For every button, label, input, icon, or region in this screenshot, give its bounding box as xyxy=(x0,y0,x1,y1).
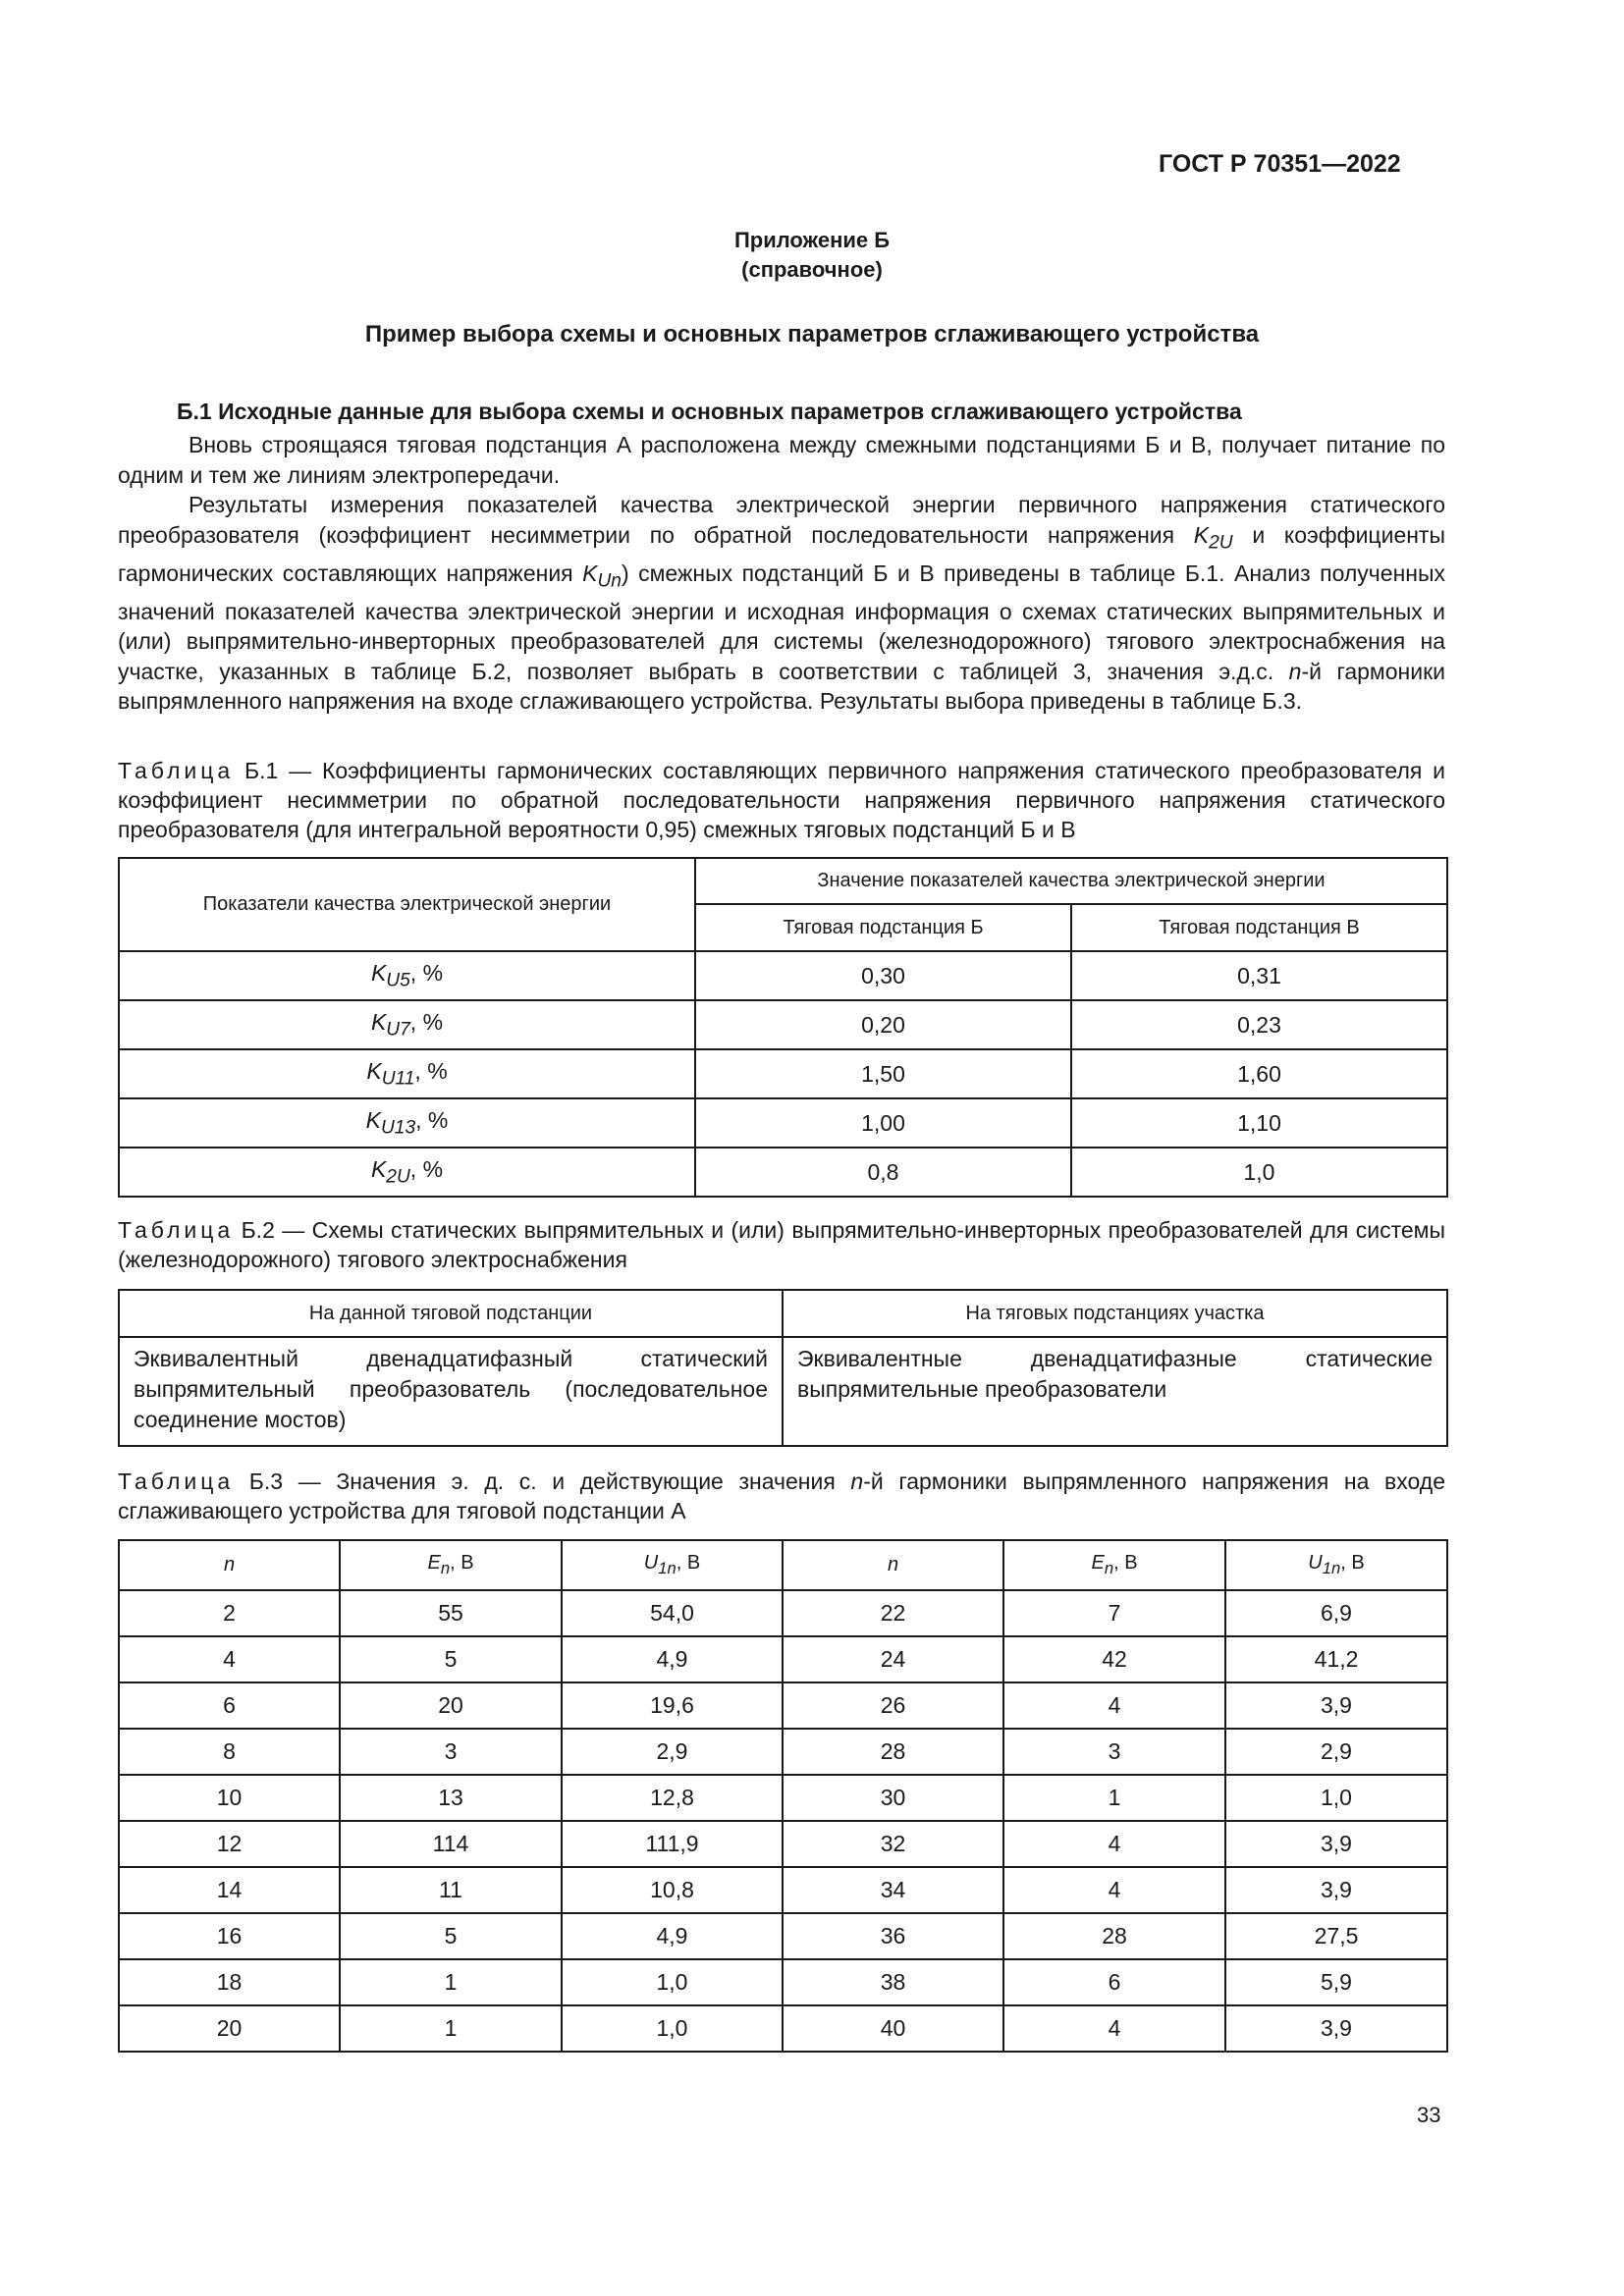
table-row xyxy=(119,1590,1447,1636)
value-cell: 0,31 xyxy=(1071,951,1447,1000)
cell: 8 xyxy=(119,1729,340,1775)
table2-header-this: На данной тяговой подстанции xyxy=(119,1290,783,1337)
table2-header-section: На тяговых подстанциях участка xyxy=(783,1290,1447,1337)
paragraph-1: Вновь строящаяся тяговая подстанция А расположена между смежными подстанциями Б и В, получает питание по одним и тем же линиям электропередачи. xyxy=(118,432,1445,488)
table-row xyxy=(119,1636,1447,1682)
cell: 5 xyxy=(340,1913,562,1959)
table1-header-v: Тяговая подстанция В xyxy=(1071,904,1447,951)
table-row xyxy=(119,1959,1447,2005)
cell: 4 xyxy=(119,1636,340,1682)
cell: 14 xyxy=(119,1867,340,1913)
table1-header-group: Значение показателей качества электрической энергии xyxy=(695,858,1447,904)
document-id: ГОСТ Р 70351—2022 xyxy=(1159,150,1401,178)
value-cell: 1,50 xyxy=(695,1049,1071,1098)
table-row xyxy=(119,1913,1447,1959)
cell: 4 xyxy=(1003,1821,1225,1867)
table-row xyxy=(119,1821,1447,1867)
cell: 5 xyxy=(340,1636,562,1682)
appendix-kind: (справочное) xyxy=(741,257,883,282)
cell: 13 xyxy=(340,1775,562,1821)
indicator-cell: $K_{U5}$, % xyxy=(119,951,695,1000)
cell: 11 xyxy=(340,1867,562,1913)
table3-header-u: $U_{1n}$, В xyxy=(1225,1540,1447,1590)
cell: 4 xyxy=(1003,1682,1225,1729)
cell: 114 xyxy=(340,1821,562,1867)
cell: 2 xyxy=(119,1590,340,1636)
table2-cell-section: Эквивалентные двенадцатифазные статические выпрямительные преобразователи xyxy=(783,1337,1447,1446)
cell: 2,9 xyxy=(562,1729,783,1775)
cell: 3,9 xyxy=(1225,1821,1447,1867)
page-number: 33 xyxy=(1417,2103,1441,2127)
paragraph-2: Результаты измерения показателей качества электрической энергии первичного напряжения статического преобразователя (коэффициент несимметрии по обратной последовательности напряжения $K_{2U}$ и коэффициенты гармонических составляющих напряжения $K_{Un}$) смежных подстанций Б и В приведены в таблице Б.1. Анализ полученных значений показателей качества электрической энергии и исходная информация о схемах статических выпрямительных и (или) выпрямительно-инверторных преобразователей для системы (железнодорожного) тягового электроснабжения на участке, указанных в таблице Б.2, позволяет выбрать в соответствии с таблицей 3, значения э.д.с. n-й гармоники выпрямленного напряжения на входе сглаживающего устройства. Результаты выбора приведены в таблице Б.3. xyxy=(118,492,1446,715)
main-title: Пример выбора схемы и основных параметров сглаживающего устройства xyxy=(364,321,1260,347)
table2-caption: Таблица Б.2 — Схемы статических выпрямительных и (или) выпрямительно-инверторных преобразователей для системы (железнодорожного) тягового электроснабжения xyxy=(118,1217,1445,1272)
value-cell: 0,20 xyxy=(695,1000,1071,1049)
cell: 1 xyxy=(340,1959,562,2005)
cell: 6,9 xyxy=(1225,1590,1447,1636)
cell: 7 xyxy=(1003,1590,1225,1636)
cell: 32 xyxy=(783,1821,1003,1867)
cell: 111,9 xyxy=(562,1821,783,1867)
cell: 1,0 xyxy=(562,1959,783,2005)
table-row xyxy=(119,1000,1447,1049)
cell: 54,0 xyxy=(562,1590,783,1636)
indicator-cell: $K_{U13}$, % xyxy=(119,1098,695,1148)
value-cell: 1,00 xyxy=(695,1098,1071,1148)
cell: 6 xyxy=(119,1682,340,1729)
cell: 20 xyxy=(340,1682,562,1729)
k2u-symbol: $K_{2U}$ xyxy=(1193,521,1233,554)
cell: 1 xyxy=(1003,1775,1225,1821)
appendix-title: Приложение Б xyxy=(733,228,891,252)
cell: 41,2 xyxy=(1225,1636,1447,1682)
cell: 10 xyxy=(119,1775,340,1821)
cell: 5,9 xyxy=(1225,1959,1447,2005)
table-row xyxy=(119,1775,1447,1821)
cell: 10,8 xyxy=(562,1867,783,1913)
section-title: Б.1 Исходные данные для выбора схемы и основных параметров сглаживающего устройства xyxy=(177,399,1242,424)
value-cell: 1,0 xyxy=(1071,1148,1447,1197)
indicator-cell: $K_{2U}$, % xyxy=(119,1148,695,1197)
cell: 28 xyxy=(783,1729,1003,1775)
table1 xyxy=(118,857,1448,1198)
table3-header-e: $E_n$, В xyxy=(1003,1540,1225,1590)
value-cell: 1,10 xyxy=(1071,1098,1447,1148)
cell: 19,6 xyxy=(562,1682,783,1729)
table1-header-b: Тяговая подстанция Б xyxy=(695,904,1071,951)
value-cell: 0,8 xyxy=(695,1148,1071,1197)
cell: 12 xyxy=(119,1821,340,1867)
table2 xyxy=(118,1289,1448,1447)
table-row xyxy=(119,1682,1447,1729)
cell: 27,5 xyxy=(1225,1913,1447,1959)
indicator-cell: $K_{U7}$, % xyxy=(119,1000,695,1049)
table-row xyxy=(119,951,1447,1000)
table-row xyxy=(119,1729,1447,1775)
table1-header-indicator: Показатели качества электрической энергии xyxy=(119,858,695,951)
cell: 4,9 xyxy=(562,1913,783,1959)
cell: 3,9 xyxy=(1225,1867,1447,1913)
cell: 40 xyxy=(783,2005,1003,2052)
cell: 55 xyxy=(340,1590,562,1636)
value-cell: 1,60 xyxy=(1071,1049,1447,1098)
cell: 2,9 xyxy=(1225,1729,1447,1775)
cell: 22 xyxy=(783,1590,1003,1636)
table-row xyxy=(119,1049,1447,1098)
table-row xyxy=(119,1098,1447,1148)
table-row xyxy=(119,1867,1447,1913)
cell: 34 xyxy=(783,1867,1003,1913)
cell: 1,0 xyxy=(1225,1775,1447,1821)
cell: 4 xyxy=(1003,1867,1225,1913)
cell: 3,9 xyxy=(1225,2005,1447,2052)
cell: 42 xyxy=(1003,1636,1225,1682)
cell: 38 xyxy=(783,1959,1003,2005)
cell: 20 xyxy=(119,2005,340,2052)
cell: 4,9 xyxy=(562,1636,783,1682)
table1-caption: Таблица Б.1 — Коэффициенты гармонических составляющих первичного напряжения статического преобразователя и коэффициент несимметрии по обратной последовательности напряжения первичного напряжения статического преобразователя (для интегральной вероятности 0,95) смежных тяговых подстанций Б и В xyxy=(118,758,1445,842)
table-row xyxy=(119,1148,1447,1197)
cell: 6 xyxy=(1003,1959,1225,2005)
cell: 18 xyxy=(119,1959,340,2005)
indicator-cell: $K_{U11}$, % xyxy=(119,1049,695,1098)
cell: 1 xyxy=(340,2005,562,2052)
cell: 26 xyxy=(783,1682,1003,1729)
value-cell: 0,23 xyxy=(1071,1000,1447,1049)
cell: 28 xyxy=(1003,1913,1225,1959)
table3-caption: Таблица Б.3 — Значения э. д. с. и действующие значения n-й гармоники выпрямленного напряжения на входе сглаживающего устройства для тяговой подстанции А xyxy=(118,1468,1445,1523)
cell: 16 xyxy=(119,1913,340,1959)
kun-symbol: $K_{Un}$ xyxy=(582,560,622,592)
value-cell: 0,30 xyxy=(695,951,1071,1000)
cell: 30 xyxy=(783,1775,1003,1821)
cell: 3 xyxy=(1003,1729,1225,1775)
table3-header-e: $E_n$, В xyxy=(340,1540,562,1590)
table3-header-n: n xyxy=(783,1540,1003,1590)
table3 xyxy=(118,1539,1448,2053)
cell: 3,9 xyxy=(1225,1682,1447,1729)
cell: 3 xyxy=(340,1729,562,1775)
table-row xyxy=(119,1337,1447,1446)
cell: 24 xyxy=(783,1636,1003,1682)
table-row xyxy=(119,2005,1447,2052)
table2-cell-this: Эквивалентный двенадцатифазный статический выпрямительный преобразователь (последовательное соединение мостов) xyxy=(119,1337,783,1446)
cell: 36 xyxy=(783,1913,1003,1959)
table3-header-n: n xyxy=(119,1540,340,1590)
cell: 12,8 xyxy=(562,1775,783,1821)
cell: 1,0 xyxy=(562,2005,783,2052)
table3-header-u: $U_{1n}$, В xyxy=(562,1540,783,1590)
cell: 4 xyxy=(1003,2005,1225,2052)
